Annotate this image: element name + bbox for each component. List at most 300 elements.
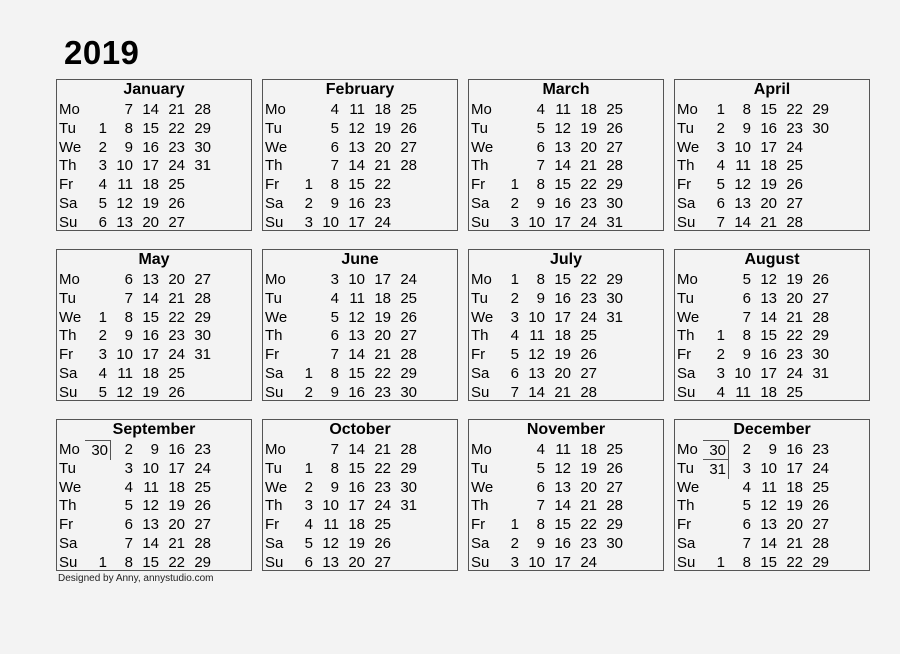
- day-number: 25: [400, 289, 417, 307]
- day-number: 1: [304, 176, 313, 194]
- footer-credit: Designed by Anny, annystudio.com: [58, 573, 214, 584]
- day-row: [263, 119, 457, 138]
- day-row: [469, 383, 663, 402]
- day-number: 16: [554, 289, 571, 307]
- day-number: 28: [194, 289, 211, 307]
- day-number: 25: [606, 441, 623, 458]
- day-number: 24: [812, 459, 829, 477]
- day-number: 7: [330, 441, 339, 458]
- day-number: 30: [194, 138, 211, 156]
- day-number: 15: [554, 271, 571, 288]
- month-july: [468, 249, 664, 401]
- day-number: 10: [528, 308, 545, 326]
- day-number: 26: [812, 271, 829, 288]
- day-number: 3: [510, 213, 519, 231]
- day-number: 2: [716, 119, 725, 137]
- day-number: 21: [580, 497, 597, 515]
- day-number: 11: [761, 478, 777, 496]
- overflow-day-number: 30: [85, 440, 111, 460]
- day-number: 25: [168, 365, 185, 382]
- day-number: 19: [580, 119, 597, 137]
- month-june: [262, 249, 458, 401]
- day-number: 5: [510, 346, 519, 364]
- day-number: 15: [554, 176, 571, 194]
- day-row: [263, 326, 457, 345]
- day-name: Tu: [59, 459, 76, 477]
- day-number: 4: [536, 441, 545, 458]
- day-name: Th: [677, 327, 695, 345]
- day-number: 29: [606, 176, 623, 194]
- day-number: 19: [374, 308, 391, 326]
- day-number: 25: [400, 101, 417, 118]
- day-number: 4: [330, 289, 339, 307]
- day-number: 10: [734, 138, 751, 156]
- day-number: 2: [304, 478, 313, 496]
- day-number: 28: [786, 213, 803, 231]
- day-number: 20: [580, 478, 597, 496]
- day-number: 16: [348, 383, 365, 401]
- day-number: 8: [124, 119, 133, 137]
- day-number: 4: [98, 176, 107, 194]
- day-number: 20: [142, 213, 159, 231]
- day-number: 22: [374, 365, 391, 382]
- day-number: 2: [98, 327, 107, 345]
- day-number: 19: [374, 119, 391, 137]
- day-row: [263, 496, 457, 515]
- day-name: Mo: [265, 101, 286, 118]
- day-number: 10: [116, 346, 133, 364]
- day-row: [57, 326, 251, 345]
- day-row: [469, 364, 663, 383]
- month-november: [468, 419, 664, 571]
- day-name: Th: [265, 497, 283, 515]
- day-row: [57, 308, 251, 327]
- day-number: 29: [194, 308, 211, 326]
- day-name: Mo: [677, 271, 698, 288]
- day-number: 5: [716, 176, 725, 194]
- month-december: [674, 419, 870, 571]
- day-number: 12: [760, 271, 777, 288]
- day-number: 16: [760, 346, 777, 364]
- day-row: [57, 194, 251, 213]
- day-number: 11: [117, 365, 133, 382]
- day-number: 13: [734, 195, 751, 212]
- day-number: 27: [400, 138, 417, 156]
- day-row: [675, 459, 869, 478]
- day-number: 9: [330, 195, 339, 212]
- day-number: 24: [580, 553, 597, 571]
- day-number: 25: [580, 327, 597, 345]
- day-number: 23: [812, 441, 829, 458]
- day-number: 19: [760, 176, 777, 194]
- year-title: 2019: [64, 34, 140, 71]
- day-name: We: [59, 478, 82, 496]
- day-row: [469, 289, 663, 308]
- day-number: 16: [760, 119, 777, 137]
- month-title: December: [733, 421, 811, 438]
- day-number: 5: [98, 195, 107, 212]
- day-number: 24: [374, 497, 391, 515]
- day-number: 26: [580, 346, 597, 364]
- day-row: [469, 534, 663, 553]
- day-row: [263, 138, 457, 157]
- day-number: 21: [374, 441, 391, 458]
- day-number: 16: [348, 478, 365, 496]
- day-number: 18: [554, 327, 571, 345]
- day-row: [263, 534, 457, 553]
- day-number: 14: [348, 157, 365, 175]
- day-number: 28: [194, 535, 211, 552]
- day-number: 27: [812, 516, 829, 534]
- day-number: 1: [98, 119, 107, 137]
- day-number: 4: [716, 383, 725, 401]
- day-number: 28: [812, 535, 829, 552]
- day-number: 22: [580, 271, 597, 288]
- day-number: 20: [168, 516, 185, 534]
- day-name: Tu: [59, 119, 76, 137]
- day-number: 22: [168, 119, 185, 137]
- day-row: [675, 270, 869, 289]
- month-title: June: [341, 251, 379, 268]
- day-number: 22: [580, 176, 597, 194]
- day-number: 12: [554, 119, 571, 137]
- day-number: 12: [116, 195, 133, 212]
- day-number: 11: [323, 516, 339, 534]
- day-number: 29: [812, 553, 829, 571]
- day-number: 24: [374, 213, 391, 231]
- month-title: April: [753, 81, 791, 98]
- day-number: 1: [510, 271, 519, 288]
- day-row: [57, 440, 251, 459]
- day-number: 16: [168, 441, 185, 458]
- day-name: Tu: [677, 119, 694, 137]
- day-number: 9: [330, 383, 339, 401]
- day-number: 2: [742, 441, 751, 458]
- day-number: 3: [304, 213, 313, 231]
- day-number: 31: [400, 497, 417, 515]
- day-row: [57, 289, 251, 308]
- day-number: 3: [742, 459, 751, 477]
- day-name: Tu: [471, 459, 488, 477]
- day-number: 18: [168, 478, 185, 496]
- day-name: We: [471, 478, 494, 496]
- day-number: 11: [349, 101, 365, 118]
- day-number: 15: [554, 516, 571, 534]
- month-title: March: [542, 81, 590, 98]
- day-number: 26: [812, 497, 829, 515]
- day-number: 12: [734, 176, 751, 194]
- day-number: 3: [716, 138, 725, 156]
- day-name: Fr: [265, 516, 280, 534]
- day-row: [469, 440, 663, 459]
- day-number: 7: [510, 383, 519, 401]
- day-row: [263, 213, 457, 232]
- day-row: [469, 119, 663, 138]
- day-number: 29: [400, 365, 417, 382]
- day-number: 8: [124, 308, 133, 326]
- day-number: 24: [168, 157, 185, 175]
- day-number: 9: [536, 535, 545, 552]
- day-name: Su: [59, 213, 78, 231]
- day-number: 23: [194, 441, 211, 458]
- day-row: [57, 156, 251, 175]
- day-number: 23: [580, 535, 597, 552]
- day-number: 4: [536, 101, 545, 118]
- day-name: Mo: [59, 271, 80, 288]
- day-number: 27: [786, 195, 803, 212]
- day-number: 14: [760, 535, 777, 552]
- day-number: 22: [374, 459, 391, 477]
- day-number: 11: [735, 157, 751, 175]
- day-row: [675, 326, 869, 345]
- day-row: [263, 100, 457, 119]
- day-name: Su: [471, 383, 490, 401]
- day-number: 1: [510, 516, 519, 534]
- day-row: [469, 478, 663, 497]
- day-number: 7: [330, 157, 339, 175]
- day-number: 27: [606, 138, 623, 156]
- day-number: 15: [348, 459, 365, 477]
- day-number: 20: [580, 138, 597, 156]
- day-number: 10: [142, 459, 159, 477]
- day-number: 1: [304, 365, 313, 382]
- day-number: 18: [760, 157, 777, 175]
- day-number: 7: [124, 101, 133, 118]
- day-number: 31: [606, 308, 623, 326]
- day-name: Fr: [265, 346, 280, 364]
- day-number: 19: [786, 271, 803, 288]
- day-number: 29: [606, 271, 623, 288]
- day-number: 3: [330, 271, 339, 288]
- day-number: 13: [760, 289, 777, 307]
- day-name: Fr: [677, 176, 692, 194]
- month-may: [56, 249, 252, 401]
- month-august: [674, 249, 870, 401]
- day-number: 15: [760, 327, 777, 345]
- day-number: 30: [194, 327, 211, 345]
- day-number: 20: [374, 138, 391, 156]
- day-row: [675, 364, 869, 383]
- day-number: 10: [322, 497, 339, 515]
- day-number: 16: [142, 138, 159, 156]
- day-number: 6: [330, 138, 339, 156]
- day-row: [263, 289, 457, 308]
- day-number: 11: [143, 478, 159, 496]
- overflow-day-number: 30: [703, 440, 729, 460]
- day-number: 17: [374, 271, 391, 288]
- day-number: 12: [142, 497, 159, 515]
- day-number: 7: [124, 535, 133, 552]
- day-name: We: [59, 308, 82, 326]
- day-number: 28: [606, 157, 623, 175]
- day-number: 7: [330, 346, 339, 364]
- day-number: 13: [760, 516, 777, 534]
- day-number: 24: [400, 271, 417, 288]
- day-number: 3: [304, 497, 313, 515]
- day-number: 26: [786, 176, 803, 194]
- day-number: 23: [786, 119, 803, 137]
- day-number: 29: [194, 553, 211, 571]
- day-number: 20: [554, 365, 571, 382]
- day-number: 11: [555, 101, 571, 118]
- day-name: Sa: [265, 195, 284, 212]
- day-number: 9: [330, 478, 339, 496]
- day-number: 14: [142, 101, 159, 118]
- day-row: [57, 175, 251, 194]
- day-number: 29: [812, 327, 829, 345]
- day-name: Mo: [59, 101, 80, 118]
- day-number: 5: [98, 383, 107, 401]
- day-name: Su: [265, 213, 284, 231]
- day-number: 2: [304, 383, 313, 401]
- day-row: [675, 289, 869, 308]
- day-number: 22: [168, 308, 185, 326]
- day-name: Su: [471, 553, 490, 571]
- day-row: [469, 308, 663, 327]
- day-row: [57, 138, 251, 157]
- day-row: [57, 534, 251, 553]
- day-number: 16: [554, 195, 571, 212]
- day-number: 1: [716, 327, 725, 345]
- day-number: 9: [768, 441, 777, 458]
- day-number: 13: [554, 138, 571, 156]
- day-number: 18: [348, 516, 365, 534]
- day-number: 28: [400, 441, 417, 458]
- day-row: [263, 478, 457, 497]
- month-title: October: [329, 421, 391, 438]
- day-number: 11: [117, 176, 133, 194]
- month-september: [56, 419, 252, 571]
- day-number: 21: [168, 289, 185, 307]
- day-name: Sa: [471, 535, 490, 552]
- day-row: [675, 440, 869, 459]
- day-number: 30: [812, 346, 829, 364]
- day-row: [263, 345, 457, 364]
- month-title: September: [112, 421, 196, 438]
- day-number: 18: [374, 101, 391, 118]
- day-number: 9: [150, 441, 159, 458]
- day-row: [57, 345, 251, 364]
- day-row: [675, 534, 869, 553]
- day-number: 21: [786, 535, 803, 552]
- day-number: 3: [510, 553, 519, 571]
- day-number: 5: [124, 497, 133, 515]
- day-number: 27: [168, 213, 185, 231]
- day-row: [469, 213, 663, 232]
- day-name: Th: [265, 157, 283, 175]
- day-number: 6: [124, 271, 133, 288]
- day-number: 27: [194, 271, 211, 288]
- day-number: 26: [168, 383, 185, 401]
- day-number: 23: [374, 195, 391, 212]
- day-number: 29: [812, 101, 829, 118]
- day-number: 13: [322, 553, 339, 571]
- day-row: [469, 175, 663, 194]
- day-name: Tu: [265, 289, 282, 307]
- day-number: 22: [786, 553, 803, 571]
- day-name: Su: [677, 553, 696, 571]
- day-number: 22: [374, 176, 391, 194]
- day-number: 19: [142, 195, 159, 212]
- day-name: We: [59, 138, 82, 156]
- day-number: 30: [606, 535, 623, 552]
- day-number: 25: [374, 516, 391, 534]
- day-number: 10: [528, 553, 545, 571]
- day-row: [469, 138, 663, 157]
- day-name: We: [471, 138, 494, 156]
- day-row: [675, 119, 869, 138]
- day-number: 17: [554, 213, 571, 231]
- day-name: Sa: [59, 365, 78, 382]
- day-number: 15: [348, 365, 365, 382]
- day-number: 8: [536, 516, 545, 534]
- day-row: [469, 194, 663, 213]
- day-row: [263, 459, 457, 478]
- month-title: February: [325, 81, 395, 98]
- day-number: 14: [528, 383, 545, 401]
- day-number: 11: [529, 327, 545, 345]
- day-number: 8: [742, 553, 751, 571]
- day-number: 6: [330, 327, 339, 345]
- day-number: 3: [510, 308, 519, 326]
- day-number: 1: [716, 553, 725, 571]
- day-number: 20: [168, 271, 185, 288]
- day-number: 12: [760, 497, 777, 515]
- day-number: 9: [742, 346, 751, 364]
- day-name: Th: [471, 327, 489, 345]
- day-number: 8: [536, 176, 545, 194]
- day-number: 23: [168, 327, 185, 345]
- day-name: Sa: [471, 365, 490, 382]
- day-number: 1: [510, 176, 519, 194]
- day-number: 7: [124, 289, 133, 307]
- day-number: 15: [142, 308, 159, 326]
- day-name: Su: [265, 383, 284, 401]
- day-name: Tu: [677, 459, 694, 477]
- day-number: 6: [304, 553, 313, 571]
- day-number: 23: [786, 346, 803, 364]
- day-number: 12: [116, 383, 133, 401]
- day-name: Th: [677, 497, 695, 515]
- day-name: Th: [471, 157, 489, 175]
- day-number: 15: [142, 553, 159, 571]
- day-name: Th: [59, 497, 77, 515]
- day-row: [263, 175, 457, 194]
- day-name: We: [265, 308, 288, 326]
- day-number: 26: [374, 535, 391, 552]
- day-name: Mo: [59, 441, 80, 458]
- day-number: 17: [348, 497, 365, 515]
- day-number: 21: [554, 383, 571, 401]
- month-title: August: [744, 251, 800, 268]
- day-number: 17: [348, 213, 365, 231]
- day-row: [675, 194, 869, 213]
- day-number: 8: [330, 365, 339, 382]
- day-number: 23: [580, 195, 597, 212]
- day-number: 11: [349, 289, 365, 307]
- day-row: [263, 364, 457, 383]
- day-number: 17: [760, 365, 777, 382]
- day-number: 19: [580, 459, 597, 477]
- day-number: 7: [742, 308, 751, 326]
- day-row: [675, 383, 869, 402]
- day-number: 11: [735, 383, 751, 401]
- day-number: 24: [168, 346, 185, 364]
- day-name: Th: [59, 157, 77, 175]
- day-number: 17: [554, 308, 571, 326]
- day-number: 14: [142, 289, 159, 307]
- day-number: 15: [760, 553, 777, 571]
